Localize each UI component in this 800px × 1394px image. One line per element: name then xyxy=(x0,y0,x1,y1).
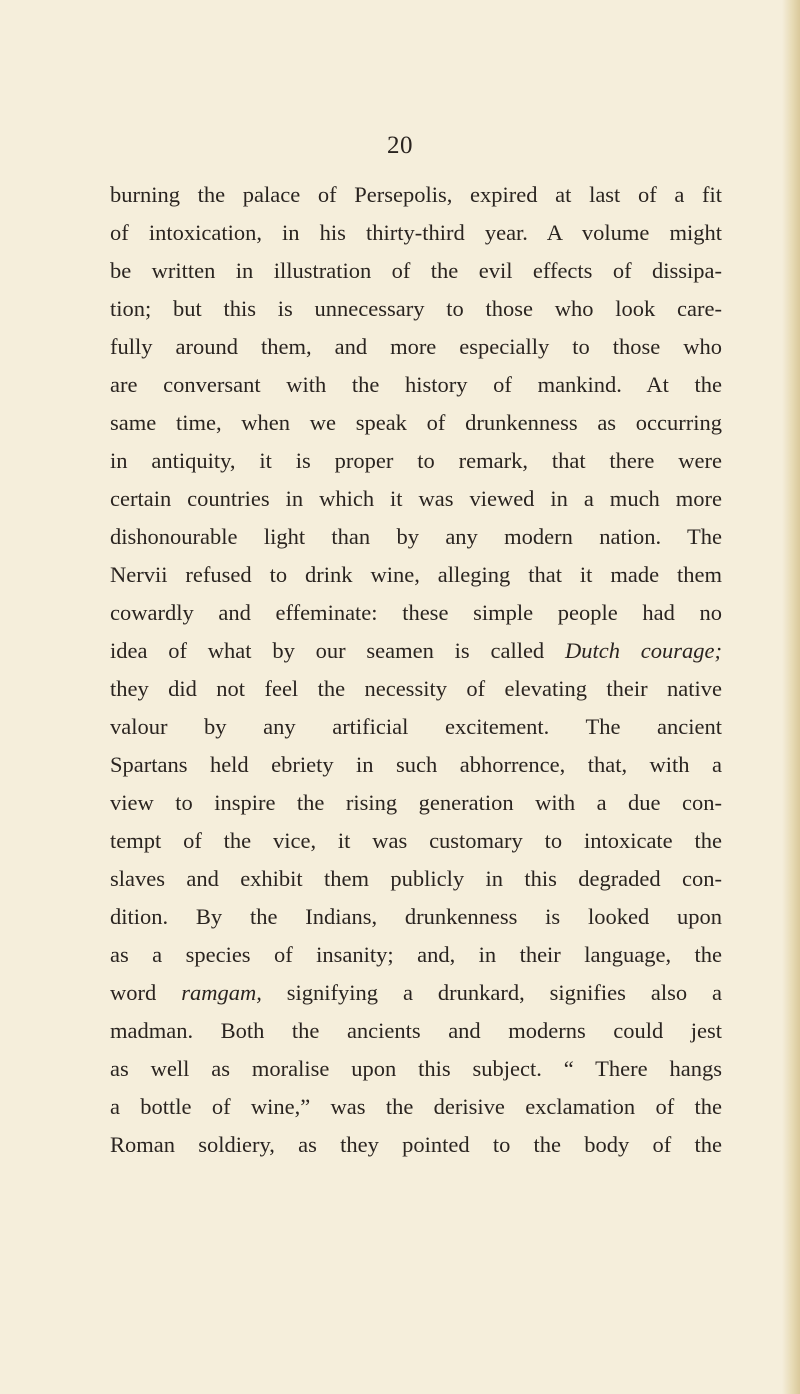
text-line: view to inspire the rising generation with a due con- xyxy=(110,790,722,815)
text-line: a bottle of wine,” was the derisive exclamation of the xyxy=(110,1094,722,1119)
text-line: as a species of insanity; and, in their language, the xyxy=(110,942,722,967)
text-line: they did not feel the necessity of elevating their native xyxy=(110,676,722,701)
body-text xyxy=(110,176,722,1164)
text-line: Spartans held ebriety in such abhorrence, that, with a xyxy=(110,752,722,777)
italic-phrase: Dutch courage; xyxy=(564,638,722,663)
text-line: are conversant with the history of mankind. At the xyxy=(110,372,722,397)
text-line: of intoxication, in his thirty-third year. A volume might xyxy=(110,220,722,245)
text-line: certain countries in which it was viewed in a much more xyxy=(110,486,722,511)
page-number: 20 xyxy=(387,132,413,159)
text-line: cowardly and effeminate: these simple people had no xyxy=(110,600,722,625)
text-line: be written in illustration of the evil effects of dissipa- xyxy=(110,258,722,283)
text-line: tion; but this is unnecessary to those who look care- xyxy=(110,296,722,321)
text-line: idea of what by our seamen is called Dutch courage; xyxy=(110,638,722,663)
text-line: dishonourable light than by any modern nation. The xyxy=(110,524,722,549)
text-line: madman. Both the ancients and moderns could jest xyxy=(110,1018,722,1043)
text-line: Roman soldiery, as they pointed to the body of the xyxy=(110,1132,722,1157)
text-line: valour by any artificial excitement. The ancient xyxy=(110,714,722,739)
text-line: dition. By the Indians, drunkenness is looked upon xyxy=(110,904,722,929)
text-line: in antiquity, it is proper to remark, that there were xyxy=(110,448,722,473)
text-line: burning the palace of Persepolis, expired at last of a fit xyxy=(110,182,722,207)
text-line: word ramgam, signifying a drunkard, signifies also a xyxy=(110,980,723,1005)
page-edge-shadow xyxy=(782,0,800,1394)
text-line: Nervii refused to drink wine, alleging that it made them xyxy=(110,562,722,587)
italic-word: ramgam, xyxy=(181,980,262,1005)
text-line: as well as moralise upon this subject. “ There hangs xyxy=(110,1056,722,1081)
text-line: same time, when we speak of drunkenness as occurring xyxy=(110,410,722,435)
text-line: fully around them, and more especially to those who xyxy=(110,334,722,359)
text-line: tempt of the vice, it was customary to intoxicate the xyxy=(110,828,722,853)
text-line: slaves and exhibit them publicly in this degraded con- xyxy=(110,866,722,891)
